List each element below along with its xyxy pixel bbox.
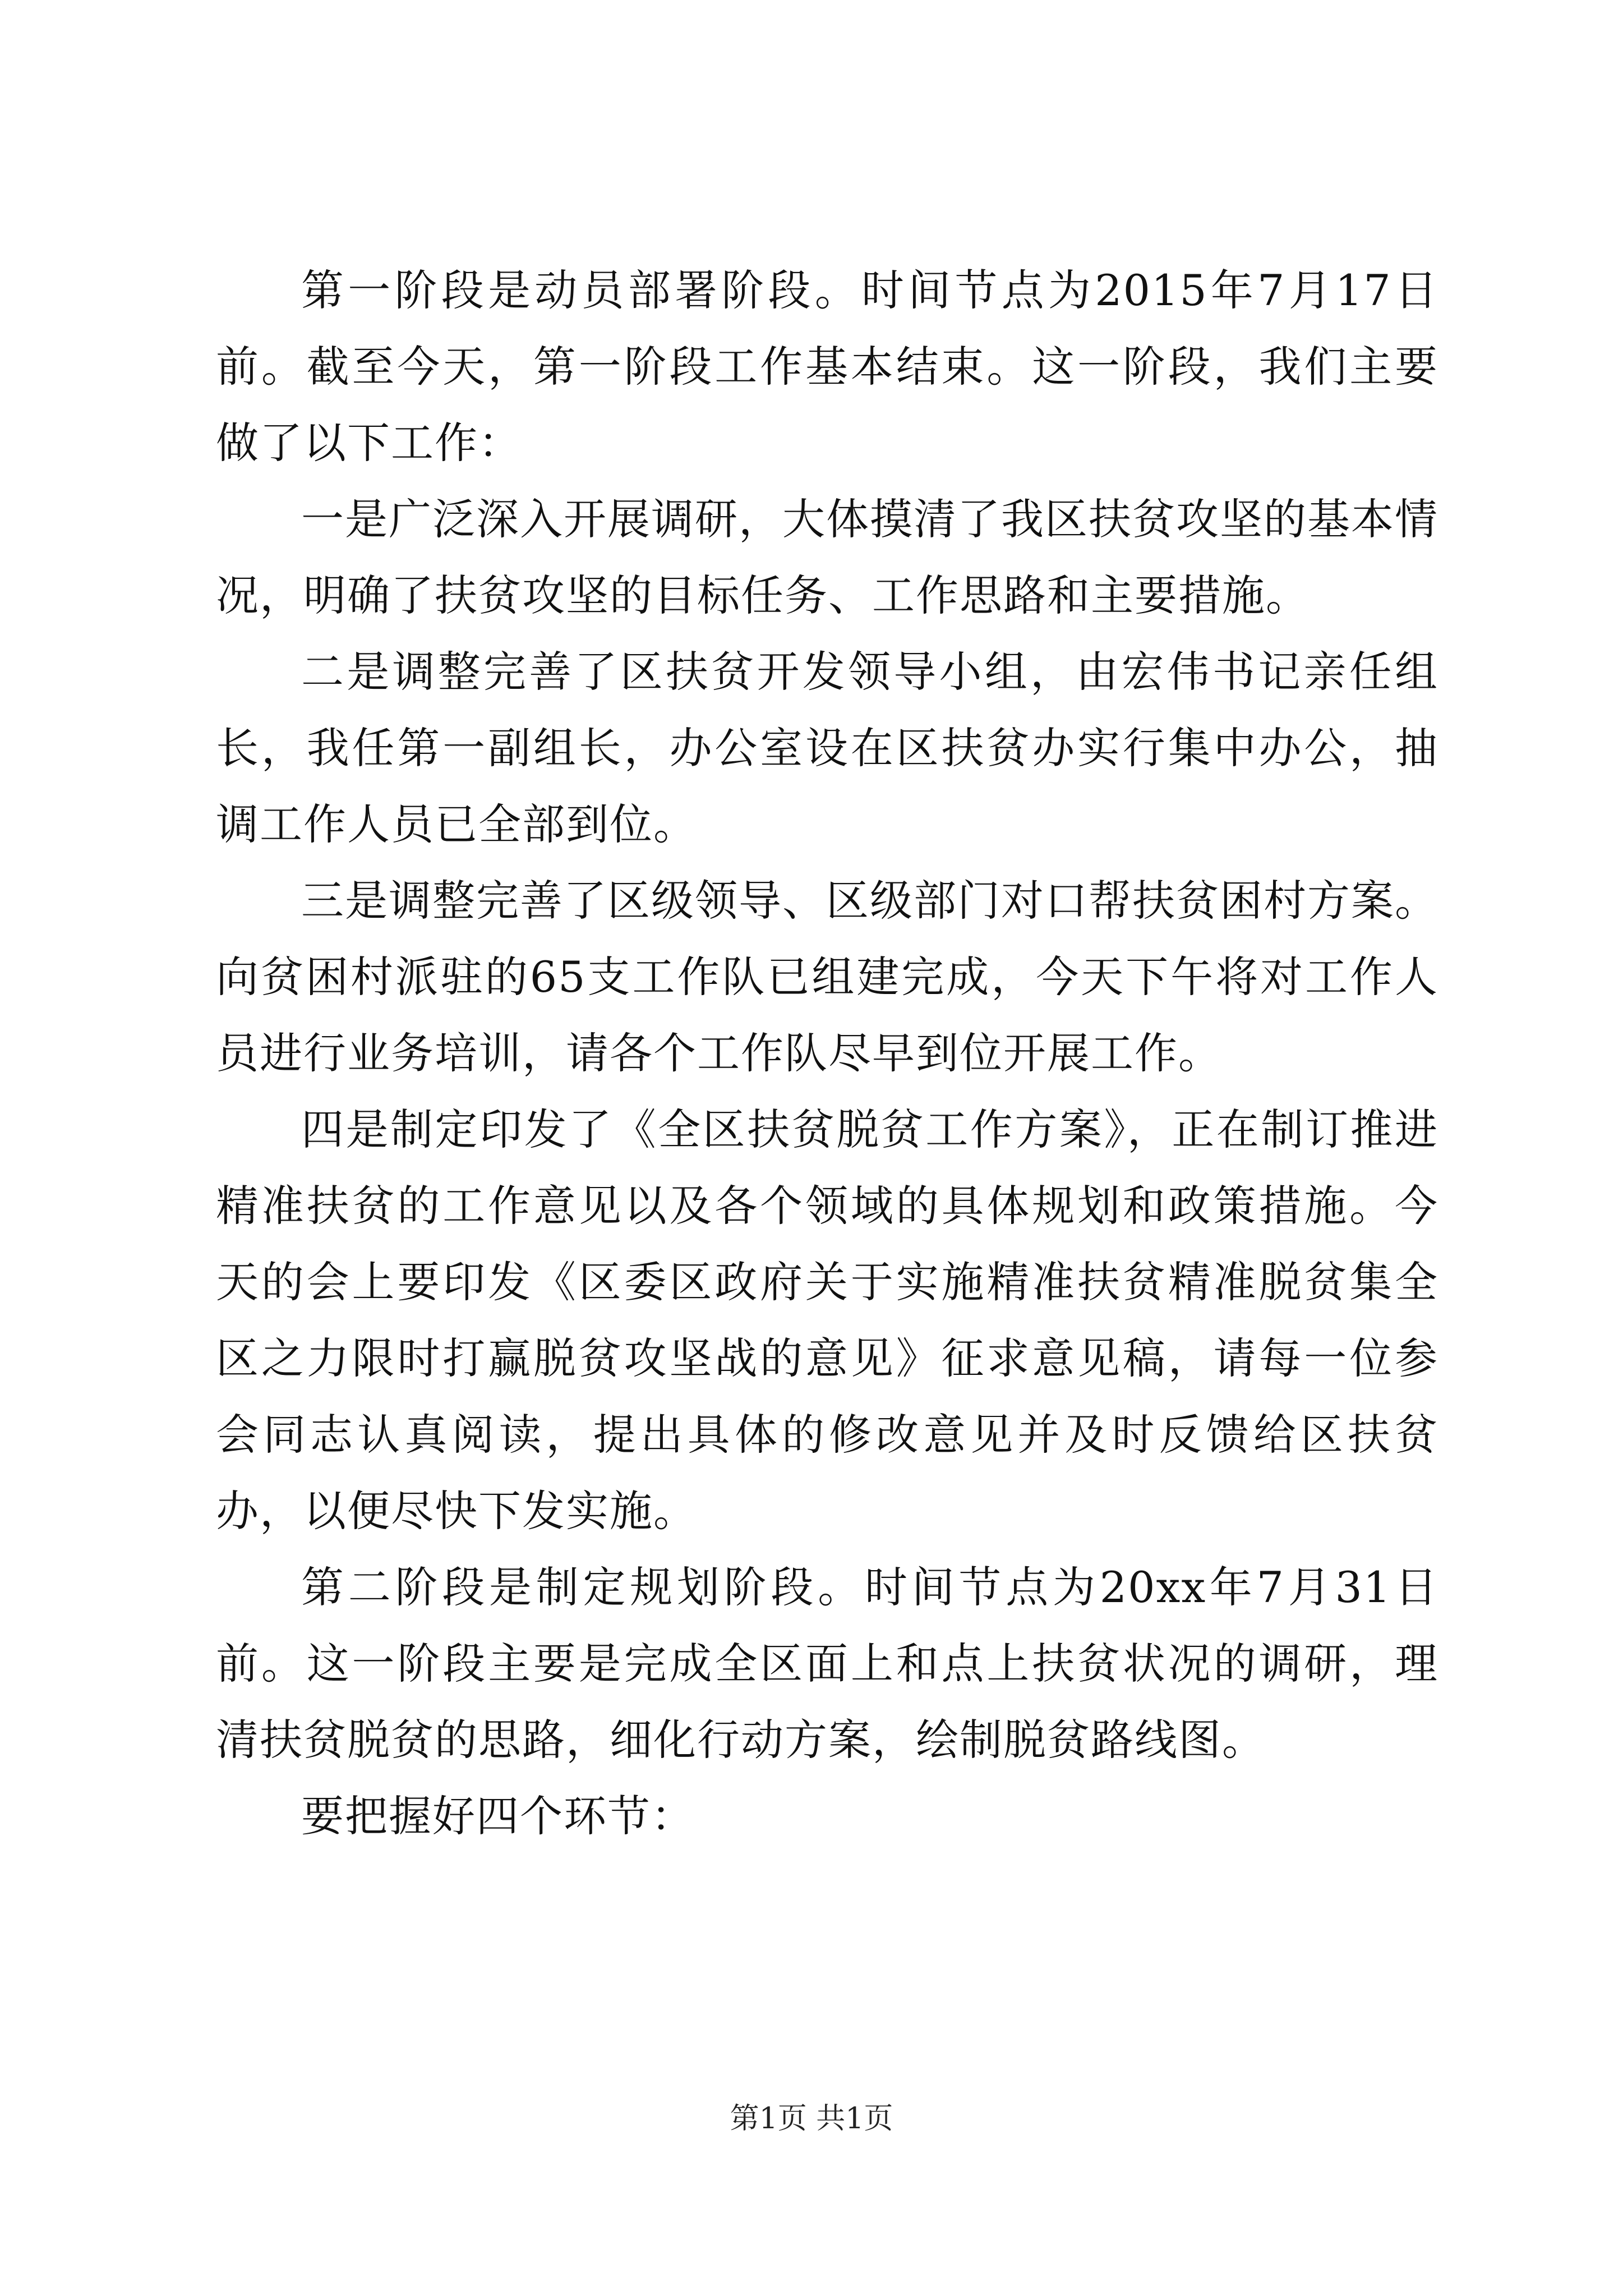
paragraph-item-four: 四是制定印发了《全区扶贫脱贫工作方案》，正在制订推进精准扶贫的工作意见以及各个领域的具体规划和政策措施。今天的会上要印发《区委区政府关于实施精准扶贫精准脱贫集全区之力限时打赢脱贫攻坚战的意见》征求意见稿，请每一位参会同志认真阅读，提出具体的修改意见并及时反馈给区扶贫办，以便尽快下发实施。 — [216, 1105, 1438, 1536]
paragraph-four-links: 要把握好四个环节： — [301, 1791, 695, 1841]
paragraph-stage-one: 第一阶段是动员部署阶段。时间节点为2015年7月17日前。截至今天，第一阶段工作基本结束。这一阶段，我们主要做了以下工作： — [216, 265, 1438, 468]
paragraph-item-two: 二是调整完善了区扶贫开发领导小组，由宏伟书记亲任组长，我任第一副组长，办公室设在区扶贫办实行集中办公，抽调工作人员已全部到位。 — [216, 647, 1438, 849]
page-number-footer: 第1页 共1页 — [730, 2102, 893, 2136]
paragraph-stage-two: 第二阶段是制定规划阶段。时间节点为20xx年7月31日前。这一阶段主要是完成全区面上和点上扶贫状况的调研，理清扶贫脱贫的思路，细化行动方案，绘制脱贫路线图。 — [216, 1562, 1438, 1765]
paragraph-item-three: 三是调整完善了区级领导、区级部门对口帮扶贫困村方案。向贫困村派驻的65支工作队已组建完成，今天下午将对工作人员进行业务培训，请各个工作队尽早到位开展工作。 — [216, 876, 1438, 1078]
document-body — [216, 252, 1438, 1855]
paragraph-item-one: 一是广泛深入开展调研，大体摸清了我区扶贫攻坚的基本情况，明确了扶贫攻坚的目标任务、工作思路和主要措施。 — [216, 494, 1438, 620]
